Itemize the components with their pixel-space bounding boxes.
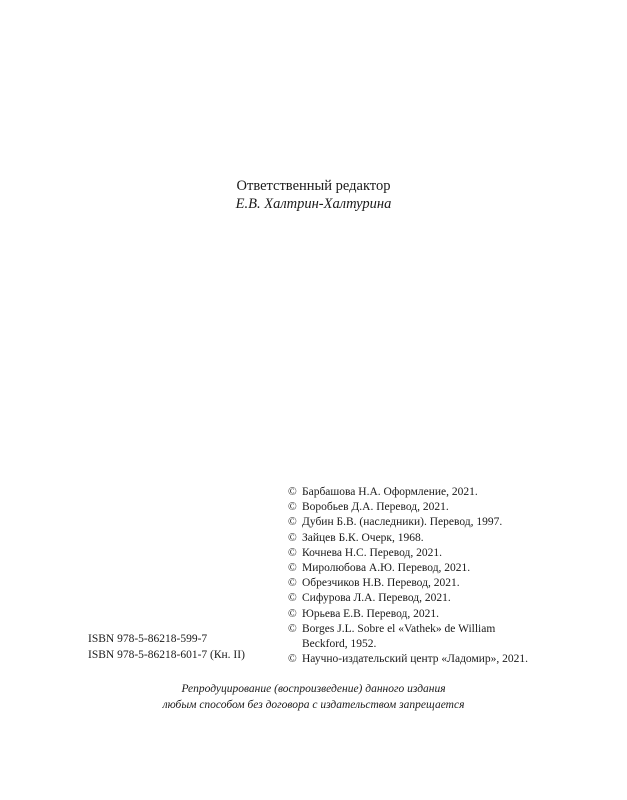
copyright-item <box>288 561 540 576</box>
copyright-item <box>288 622 540 652</box>
copyright-text: Барбашова Н.А. Оформление, 2021. <box>302 486 478 498</box>
copyright-item <box>288 515 540 530</box>
copyright-symbol: © <box>288 577 297 590</box>
copyright-item <box>288 531 540 546</box>
copyright-text: Borges J.L. Sobre el «Vathek» de William Beckford, 1952. <box>302 622 496 651</box>
copyright-symbol: © <box>288 546 297 559</box>
copyright-symbol: © <box>288 607 297 620</box>
copyright-text: Зайцев Б.К. Очерк, 1968. <box>302 531 424 544</box>
copyright-item <box>288 652 540 667</box>
copyright-text: Миролюбова А.Ю. Перевод, 2021. <box>302 562 471 575</box>
copyright-symbol: © <box>288 486 297 498</box>
copyright-text: Научно-издательский центр «Ладомир», 2021. <box>302 653 529 666</box>
copyright-symbol: © <box>288 622 297 635</box>
editor-name: Е.В. Халтрин-Халтурина <box>235 196 392 212</box>
copyright-text: Воробьев Д.А. Перевод, 2021. <box>302 501 449 514</box>
copyright-text: Обрезчиков Н.В. Перевод, 2021. <box>302 577 460 590</box>
editor-credit <box>0 177 627 213</box>
copyright-item <box>288 591 540 606</box>
copyright-text: Дубин Б.В. (наследники). Перевод, 1997. <box>302 516 503 529</box>
copyright-symbol: © <box>288 501 297 514</box>
reproduction-notice <box>0 682 627 713</box>
copyright-item <box>288 576 540 591</box>
notice-line: любым способом без договора с издательством запрещается <box>162 698 465 711</box>
copyright-item <box>288 485 540 500</box>
copyright-item <box>288 607 540 622</box>
editor-role: Ответственный редактор <box>236 178 391 194</box>
isbn-line: ISBN 978-5-86218-599-7 <box>88 633 208 645</box>
copyright-symbol: © <box>288 516 297 529</box>
copyright-text: Кочнева Н.С. Перевод, 2021. <box>302 546 442 559</box>
copyright-symbol: © <box>288 562 297 575</box>
copyright-text: Юрьева Е.В. Перевод, 2021. <box>302 607 440 620</box>
copyright-list <box>288 485 540 667</box>
copyright-symbol: © <box>288 653 297 666</box>
isbn-block <box>88 632 245 663</box>
copyright-item <box>288 546 540 561</box>
copyright-symbol: © <box>288 592 297 605</box>
copyright-item <box>288 500 540 515</box>
isbn-line: ISBN 978-5-86218-601-7 (Кн. II) <box>88 648 245 661</box>
copyright-symbol: © <box>288 531 297 544</box>
notice-line: Репродуцирование (воспроизведение) данного издания <box>181 683 446 695</box>
copyright-text: Сифурова Л.А. Перевод, 2021. <box>302 592 451 605</box>
